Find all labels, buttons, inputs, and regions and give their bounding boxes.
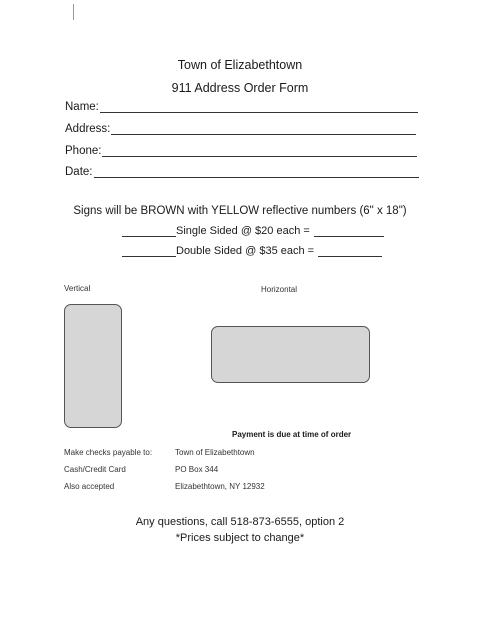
payment-address-line-1: Town of Elizabethtown <box>175 448 255 457</box>
name-label: Name: <box>65 101 99 113</box>
double-qty-blank[interactable] <box>122 246 176 257</box>
payment-left-line-3: Also accepted <box>64 482 115 491</box>
payment-address-line-2: PO Box 344 <box>175 465 219 474</box>
signs-note: Signs will be BROWN with YELLOW reflective numbers (6" x 18") <box>73 205 407 217</box>
payment-address-line-3: Elizabethtown, NY 12932 <box>175 482 265 491</box>
name-line[interactable] <box>100 102 418 113</box>
phone-field[interactable] <box>65 145 417 157</box>
vertical-sign-option[interactable] <box>64 304 122 428</box>
payment-due-note: Payment is due at time of order <box>232 430 352 439</box>
date-label: Date: <box>65 166 93 178</box>
horizontal-sign-option[interactable] <box>211 326 370 383</box>
questions-line: Any questions, call 518-873-6555, option 2 <box>135 516 345 528</box>
date-field[interactable] <box>65 166 419 178</box>
address-line[interactable] <box>111 124 416 135</box>
double-total-blank[interactable] <box>318 246 382 257</box>
form-title: 911 Address Order Form <box>171 81 309 95</box>
town-title: Town of Elizabethtown <box>177 58 303 72</box>
phone-line[interactable] <box>102 146 417 157</box>
single-sided-row <box>122 225 384 237</box>
vertical-label: Vertical <box>64 284 91 293</box>
prices-note: *Prices subject to change* <box>175 532 305 544</box>
date-line[interactable] <box>94 167 419 178</box>
single-total-blank[interactable] <box>314 226 384 237</box>
address-label: Address: <box>65 123 111 135</box>
double-sided-label: Double Sided @ $35 each = <box>176 245 315 257</box>
single-qty-blank[interactable] <box>122 226 176 237</box>
horizontal-label: Horizontal <box>261 285 298 294</box>
scan-mark <box>73 4 74 20</box>
phone-label: Phone: <box>65 145 102 157</box>
address-field[interactable] <box>65 123 416 135</box>
double-sided-row <box>122 245 382 257</box>
payment-left-line-1: Make checks payable to: <box>64 448 153 457</box>
single-sided-label: Single Sided @ $20 each = <box>176 225 310 237</box>
payment-left-line-2: Cash/Credit Card <box>64 465 126 474</box>
name-field[interactable] <box>65 101 418 113</box>
